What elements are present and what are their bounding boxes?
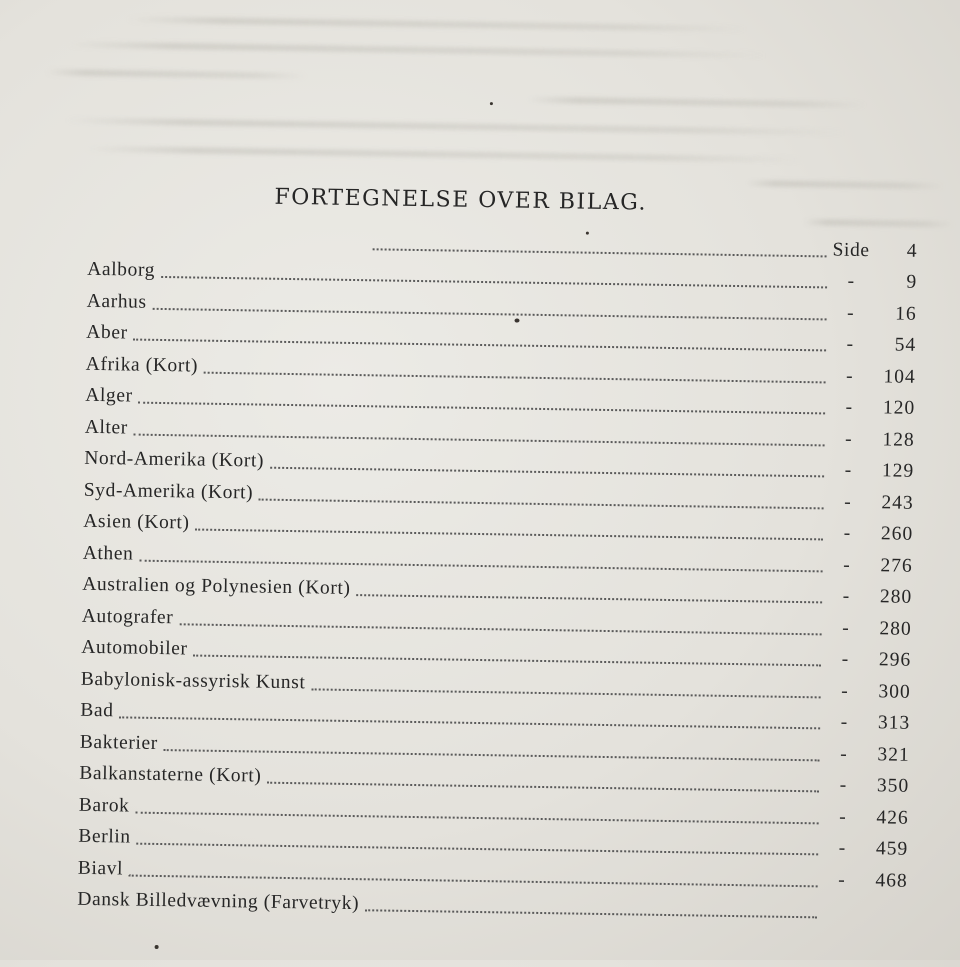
dot-leader <box>204 371 826 383</box>
toc-entry-label: Berlin <box>78 825 131 848</box>
toc-page-number: 350 <box>876 775 910 798</box>
dot-leader <box>270 467 824 478</box>
toc-page-prefix: - <box>842 585 850 608</box>
dot-leader <box>193 655 821 667</box>
dot-leader <box>365 909 817 918</box>
toc-page-prefix: - <box>842 554 851 576</box>
toc-entry-label: Alger <box>85 385 133 407</box>
toc-page-prefix: - <box>840 743 848 765</box>
toc-page-prefix: - <box>842 617 850 639</box>
toc-page-number: 459 <box>875 838 909 861</box>
toc-page-prefix: - <box>844 428 853 450</box>
page-title: FORTEGNELSE OVER BILAG. <box>274 184 648 216</box>
toc-page-number: 104 <box>883 366 916 388</box>
toc-page-prefix: - <box>839 806 847 828</box>
toc-entry-label: Nord-Amerika (Kort) <box>84 448 265 472</box>
paper-speck <box>490 102 493 105</box>
toc-entry-label: Aalborg <box>87 259 156 282</box>
toc-page-prefix: - <box>843 491 852 513</box>
toc-entry-label: Autografer <box>81 605 174 628</box>
dot-leader <box>356 594 822 603</box>
toc-page-number: 280 <box>879 586 913 609</box>
dot-leader <box>135 811 818 824</box>
toc-page-prefix: - <box>838 837 846 860</box>
toc-page-prefix: - <box>845 396 853 419</box>
toc-entry-label: Alter <box>84 416 129 439</box>
toc-page-prefix: - <box>838 869 846 891</box>
toc-page-number: 128 <box>882 429 915 451</box>
toc-page-number: 16 <box>894 303 917 325</box>
toc-page-prefix: - <box>846 333 854 356</box>
toc-entry-label: Babylonisk-assyrisk Kunst <box>80 668 306 694</box>
paper-speck <box>514 319 519 323</box>
toc-entry-label: Bad <box>80 700 114 722</box>
toc-entry-label: Aber <box>86 322 128 344</box>
paper-speck <box>155 945 159 949</box>
dot-leader <box>195 529 823 541</box>
toc-page-number: 321 <box>877 744 910 766</box>
toc-page-number: 276 <box>880 555 913 577</box>
toc-entry-label: Barok <box>78 794 130 817</box>
toc-page-prefix: - <box>847 271 855 293</box>
toc-page-number: 426 <box>876 807 909 829</box>
toc-page-prefix: Side <box>832 239 870 261</box>
toc-page-number: 54 <box>894 334 917 357</box>
toc-page-number: 296 <box>878 649 912 672</box>
toc-page-prefix: - <box>843 522 851 545</box>
table-of-contents <box>77 223 918 929</box>
dot-leader <box>137 843 819 856</box>
toc-entry-label: Athen <box>82 542 134 565</box>
toc-page-number: 129 <box>881 460 915 483</box>
dot-leader <box>139 559 822 572</box>
toc-page-number: 300 <box>878 681 911 703</box>
toc-page-number <box>859 912 907 913</box>
toc-entry-label: Aarhus <box>86 290 147 313</box>
toc-entry-label: Dansk Billedvævning (Farvetryk) <box>77 888 360 915</box>
dot-leader <box>259 498 823 509</box>
toc-entry-label: Automobiler <box>81 637 188 660</box>
dot-leader <box>119 717 820 730</box>
toc-page-prefix: - <box>840 711 848 734</box>
dot-leader <box>134 433 825 446</box>
toc-page-prefix: - <box>839 774 847 797</box>
toc-page-number: 9 <box>906 271 918 294</box>
dot-leader <box>267 782 819 793</box>
toc-page-number: 468 <box>875 870 908 892</box>
dot-leader <box>134 339 827 352</box>
toc-page-number: 280 <box>879 618 912 640</box>
dot-leader <box>153 308 827 321</box>
dot-leader <box>129 874 818 887</box>
toc-page-number: 260 <box>880 523 914 546</box>
dot-leader <box>164 749 820 761</box>
toc-page-prefix: - <box>846 302 855 324</box>
toc-page-number: 120 <box>882 397 916 420</box>
paper-speck <box>586 232 589 235</box>
toc-page-prefix: - <box>844 459 852 482</box>
toc-page-prefix <box>823 912 859 913</box>
toc-page-prefix: - <box>841 648 849 671</box>
dot-leader <box>311 688 820 698</box>
toc-entry-label: Syd-Amerika (Kort) <box>83 479 254 504</box>
dot-leader <box>161 276 827 288</box>
toc-page-prefix: - <box>841 680 849 702</box>
toc-page-prefix: - <box>845 365 854 387</box>
dot-leader <box>139 402 826 415</box>
toc-entry-label: Australien og Polynesien (Kort) <box>82 574 351 600</box>
dot-leader <box>179 623 821 635</box>
toc-entry-label: Balkanstaterne (Kort) <box>79 762 262 787</box>
toc-page-number: 313 <box>877 712 911 735</box>
toc-entry-label: Biavl <box>77 857 124 880</box>
dot-leader <box>373 248 827 257</box>
toc-page-number: 4 <box>906 240 918 262</box>
toc-entry-label: Bakterier <box>79 731 158 754</box>
toc-page-number: 243 <box>881 492 914 514</box>
toc-entry-label: Asien (Kort) <box>83 511 190 534</box>
toc-entry-label: Afrika (Kort) <box>85 353 199 377</box>
